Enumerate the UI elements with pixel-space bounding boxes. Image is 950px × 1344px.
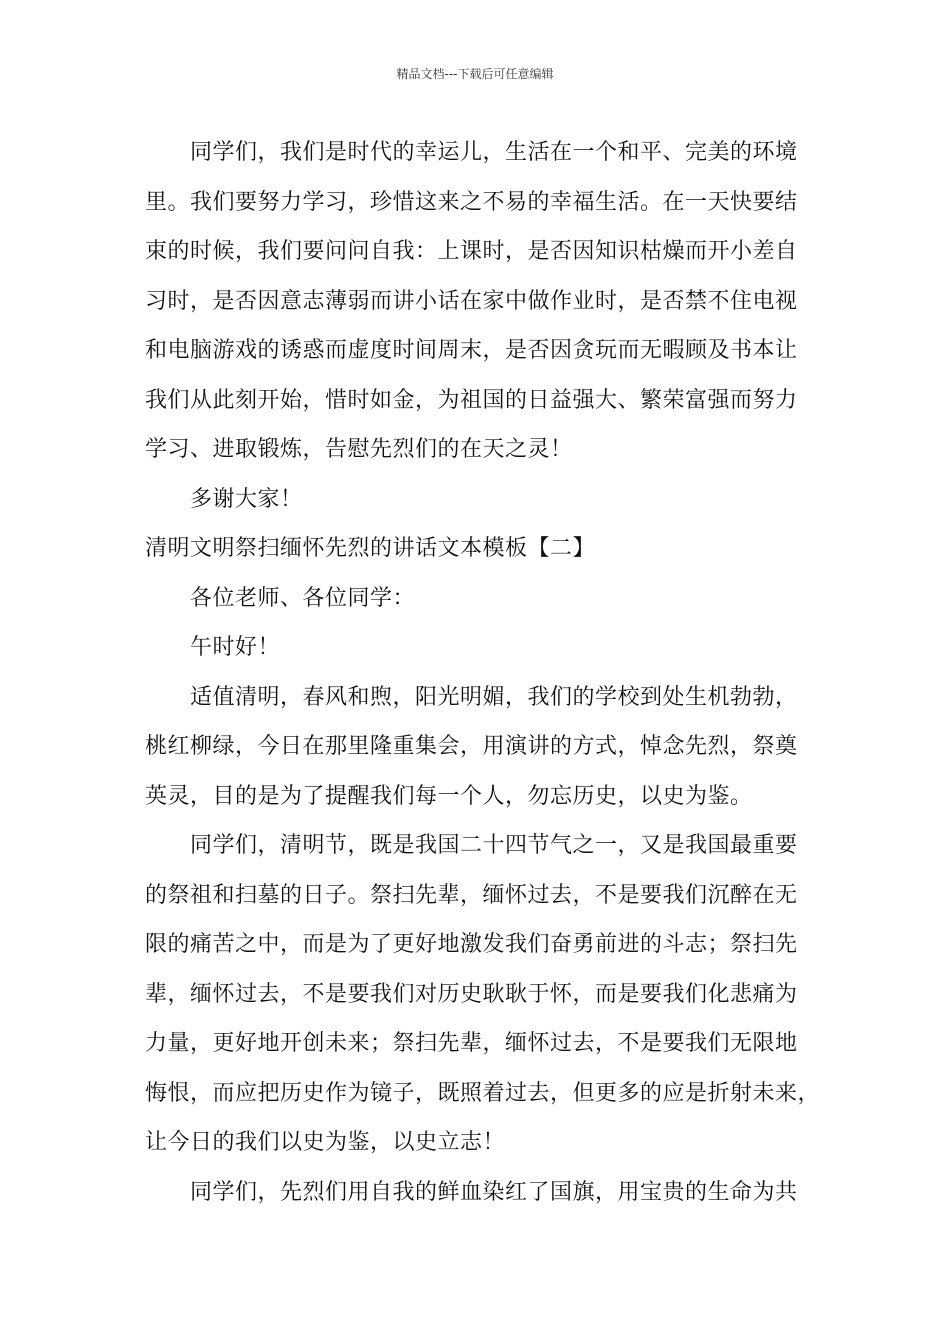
text-line: 多谢大家！ bbox=[190, 486, 303, 512]
text-line: 辈，缅怀过去，不是要我们对历史耿耿于怀，而是要我们化悲痛为 bbox=[145, 981, 798, 1007]
text-line: 桃红柳绿，今日在那里隆重集会，用演讲的方式，悼念先烈，祭奠 bbox=[145, 734, 798, 759]
text-line: 学习、进取锻炼，告慰先烈们的在天之灵！ bbox=[145, 437, 573, 462]
paragraph-thanks bbox=[145, 475, 825, 525]
text-line: 各位老师、各位同学： bbox=[190, 585, 416, 611]
text-line: 我们从此刻开始，惜时如金，为祖国的日益强大、繁荣富强而努力 bbox=[145, 387, 798, 413]
section-title bbox=[145, 524, 825, 574]
paragraph-good-afternoon bbox=[145, 623, 825, 673]
page-header: 精品文档---下载后可任意编辑 bbox=[396, 67, 554, 81]
paragraph-4 bbox=[145, 1168, 825, 1218]
text-line: 的祭祖和扫墓的日子。祭扫先辈，缅怀过去，不是要我们沉醉在无 bbox=[145, 882, 798, 908]
paragraph-greeting bbox=[145, 574, 825, 624]
text-line: 束的时候，我们要问问自我：上课时，是否因知识枯燥而开小差自 bbox=[145, 239, 798, 264]
text-line: 力量，更好地开创未来；祭扫先辈，缅怀过去，不是要我们无限地 bbox=[145, 1031, 798, 1056]
text-line: 同学们，清明节，既是我国二十四节气之一，又是我国最重要 bbox=[190, 833, 798, 858]
text-line: 同学们，我们是时代的幸运儿，生活在一个和平、完美的环境 bbox=[190, 140, 798, 165]
text-line: 同学们，先烈们用自我的鲜血染红了国旗，用宝贵的生命为共 bbox=[190, 1179, 798, 1205]
text-line: 英灵，目的是为了提醒我们每一个人，勿忘历史，以史为鉴。 bbox=[145, 783, 753, 809]
text-line: 适值清明，春风和煦，阳光明媚，我们的学校到处生机勃勃， bbox=[190, 684, 798, 710]
paragraph-2 bbox=[145, 673, 825, 822]
text-line: 和电脑游戏的诱惑而虚度时间周末，是否因贪玩而无暇顾及书本让 bbox=[145, 338, 798, 363]
paragraph-1 bbox=[145, 128, 825, 475]
text-line: 里。我们要努力学习，珍惜这来之不易的幸福生活。在一天快要结 bbox=[145, 189, 798, 215]
text-line: 午时好！ bbox=[190, 635, 281, 660]
paragraph-3 bbox=[145, 821, 825, 1168]
text-line: 清明文明祭扫缅怀先烈的讲话文本模板【二】 bbox=[145, 536, 596, 561]
document-body bbox=[145, 128, 825, 1217]
text-line: 限的痛苦之中，而是为了更好地激发我们奋勇前进的斗志；祭扫先 bbox=[145, 932, 798, 957]
text-line: 让今日的我们以史为鉴，以史立志！ bbox=[145, 1130, 506, 1155]
text-line: 悔恨，而应把历史作为镜子，既照着过去，但更多的应是折射未来， bbox=[145, 1080, 821, 1106]
text-line: 习时，是否因意志薄弱而讲小话在家中做作业时，是否禁不住电视 bbox=[145, 288, 798, 314]
